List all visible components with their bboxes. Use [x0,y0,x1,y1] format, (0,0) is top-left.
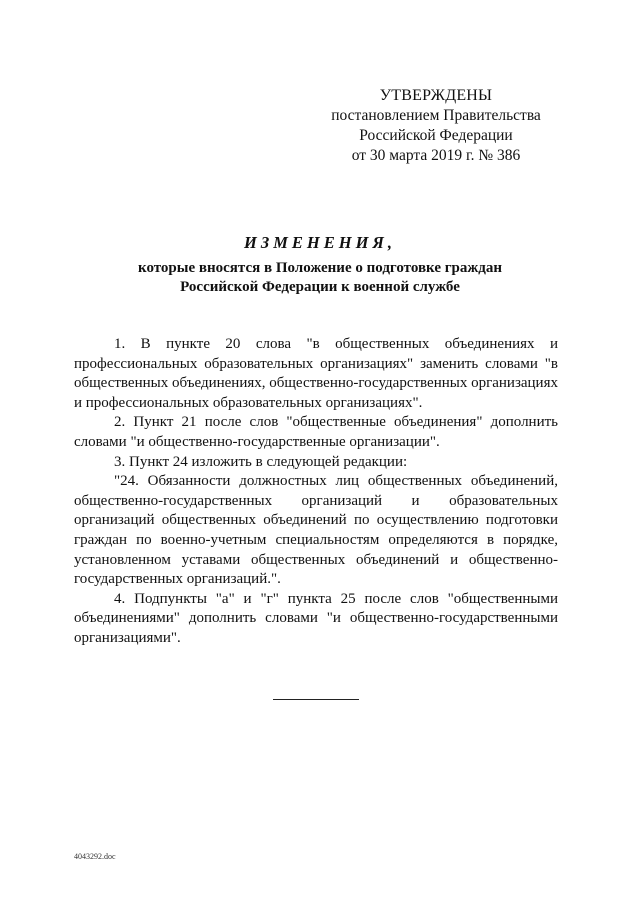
paragraph-4: "24. Обязанности должностных лиц общественных объединений, общественно-государственных организаций и образовательных организаций общественных объединений по осуществлению подготовки граждан по военно-учетным специальностям определяются в порядке, установленном уставами общественных объединений и общественно-государственных организаций.". [74,473,558,588]
document-title: ИЗМЕНЕНИЯ, [244,233,396,252]
subtitle-line-2: Российской Федерации к военной службе [180,279,460,295]
paragraph-5: 4. Подпункты "а" и "г" пункта 25 после слов "общественными объединениями" дополнить словами "и общественно-государственными организациями". [74,590,558,646]
paragraph-1: 1. В пункте 20 слова "в общественных объединениях и профессиональных образовательных организациях" заменить словами "в общественных объединениях, общественно-государственных организациях и профессиональных образовательных организациях". [74,336,558,411]
end-divider [273,699,359,700]
document-subtitle [60,259,580,297]
document-file-id: 4043292.doc [74,852,116,861]
approval-line-3: от 30 марта 2019 г. № 386 [351,147,521,164]
paragraph-2: 2. Пункт 21 после слов "общественные объединения" дополнить словами "и общественно-государственные организации". [74,414,558,450]
approval-heading: УТВЕРЖДЕНЫ [379,87,493,104]
approval-block [330,86,542,166]
document-body [74,335,558,649]
subtitle-line-1: которые вносятся в Положение о подготовке граждан [138,260,502,276]
paragraph-3: 3. Пункт 24 изложить в следующей редакции: [114,453,408,470]
approval-line-2: Российской Федерации [359,127,513,144]
approval-line-1: постановлением Правительства [331,107,541,124]
